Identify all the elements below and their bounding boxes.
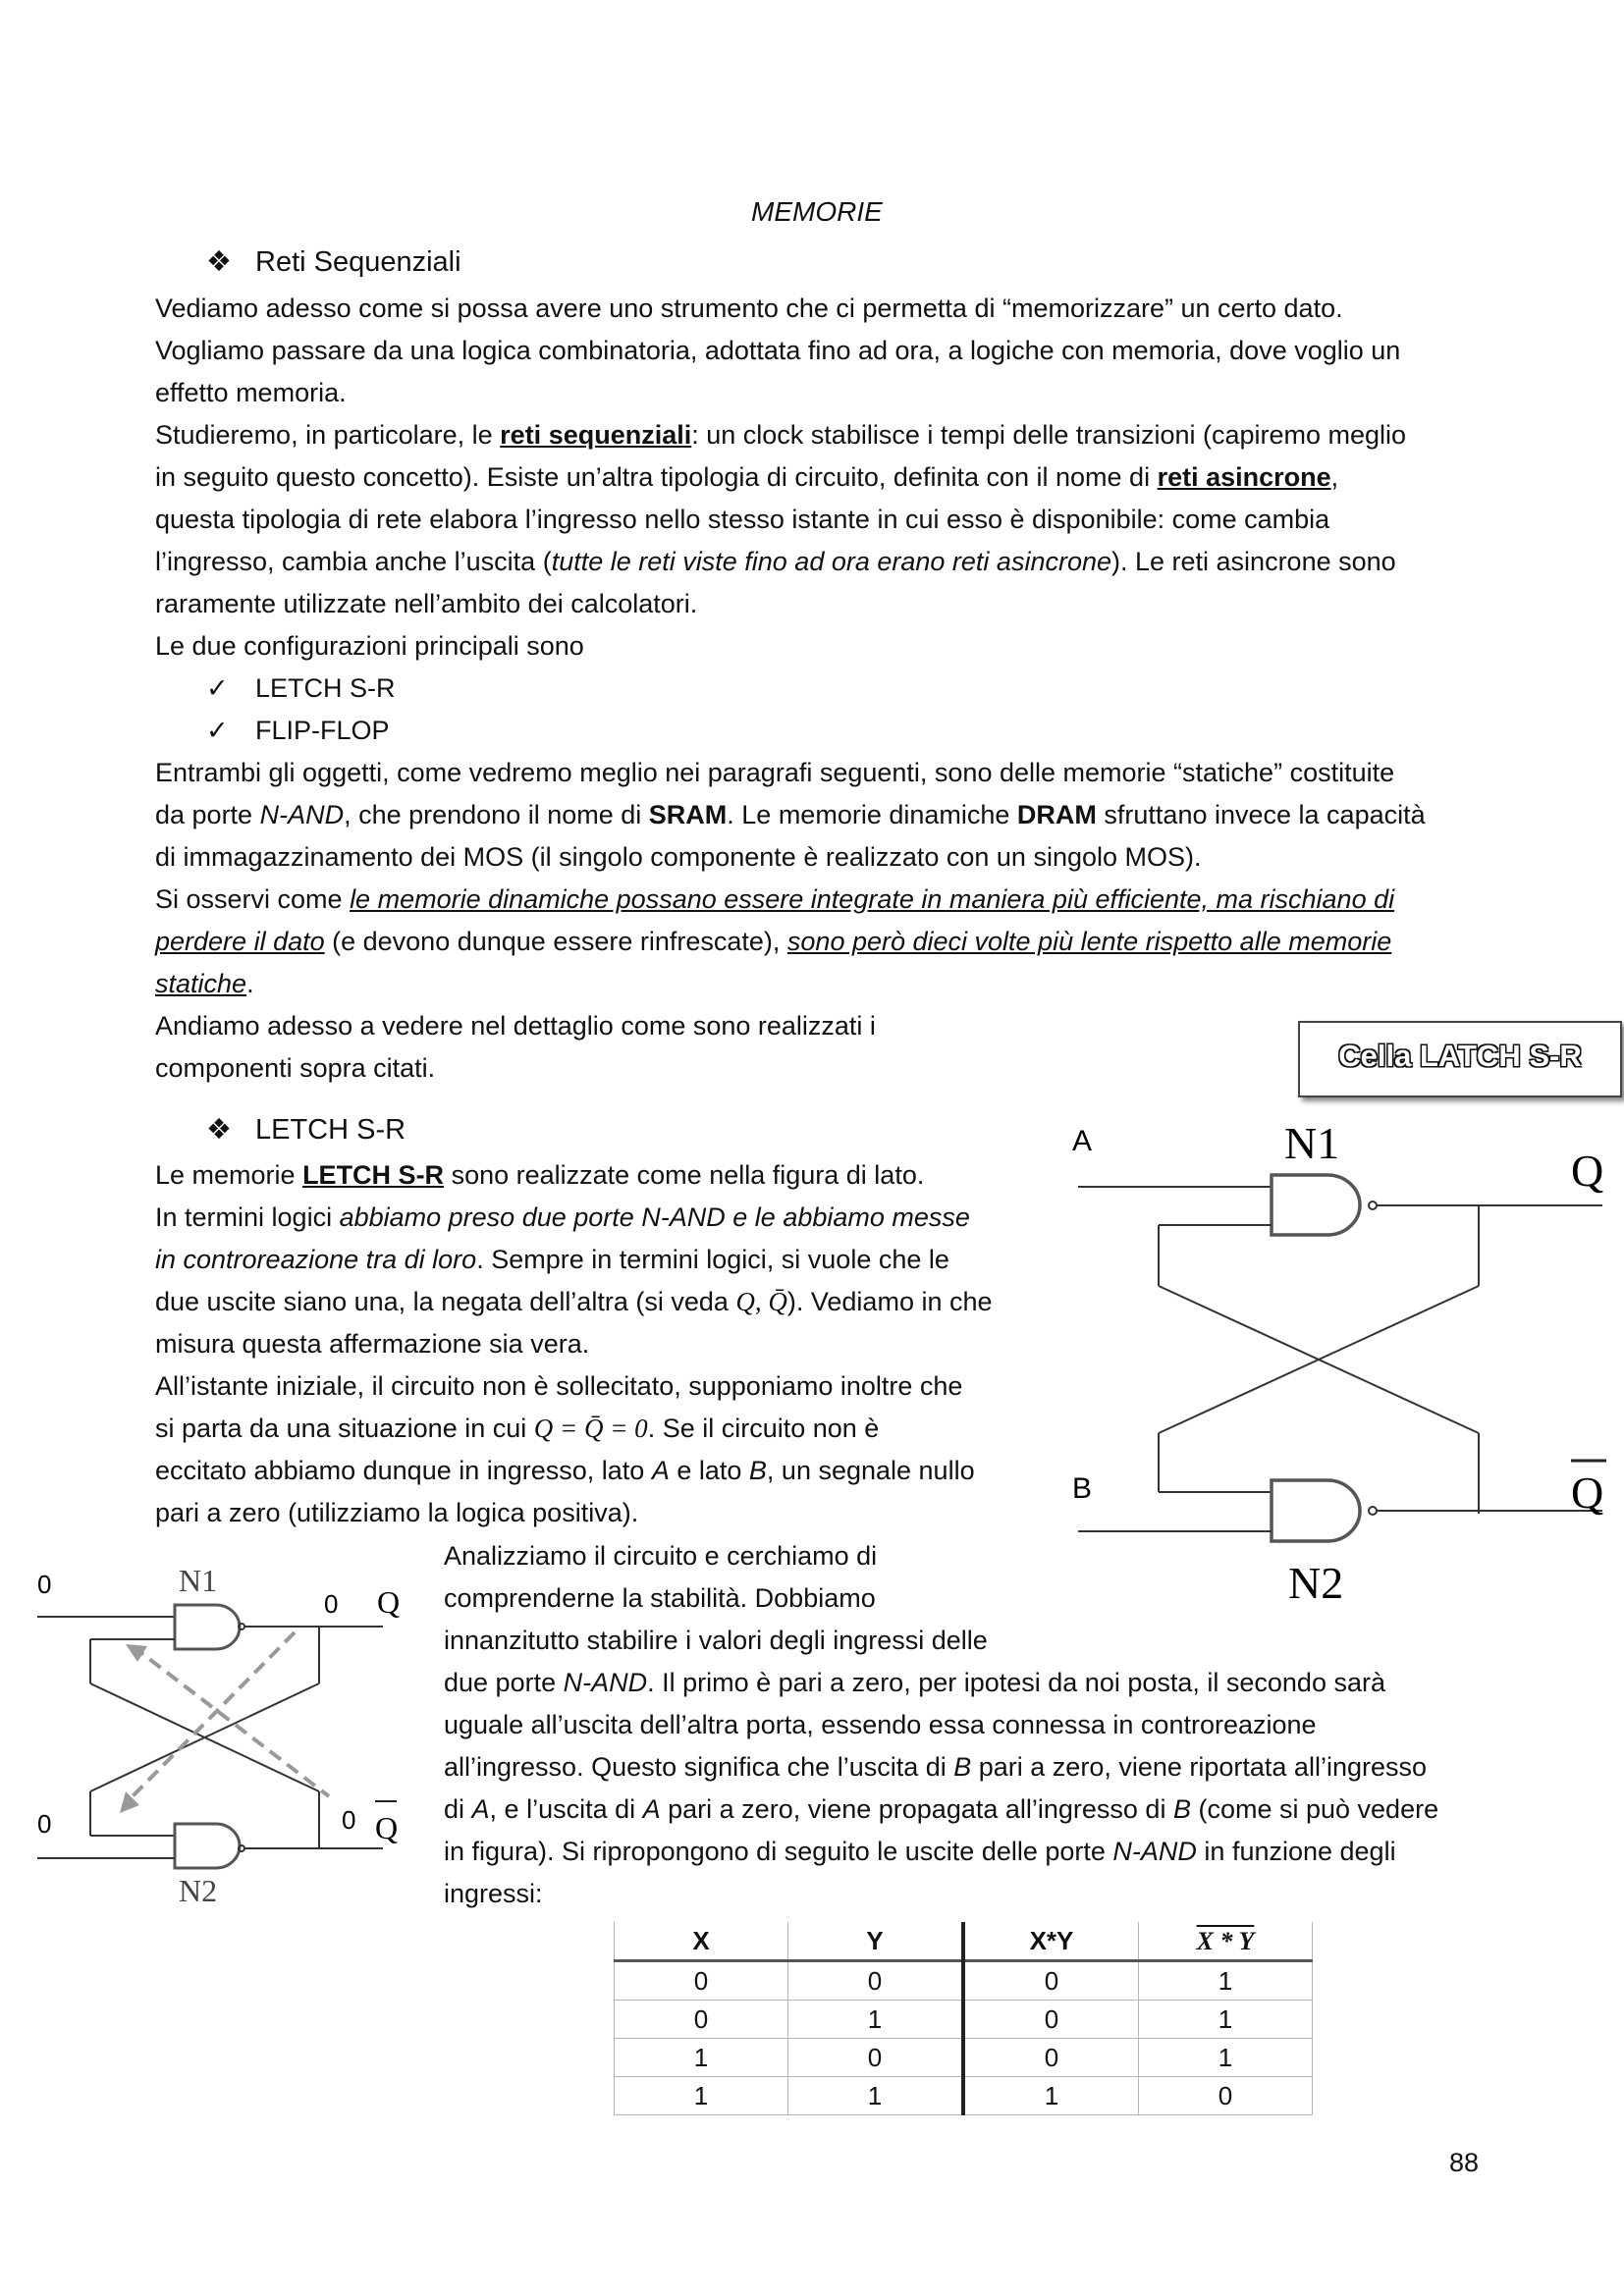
para3-line1: Entrambi gli oggetti, come vedremo meglio nei paragrafi seguenti, sono delle memorie “statiche” costituite	[155, 758, 1395, 787]
table-header: Y	[788, 1922, 964, 1961]
para4-line4: due uscite siano una, la negata dell’altra (si veda Q, Q̄). Vediamo in che	[155, 1287, 993, 1316]
output-q-label: Q	[1571, 1146, 1604, 1196]
para4-line1: Le memorie LETCH S-R sono realizzate come nella figura di lato.	[155, 1160, 925, 1190]
table-cell: 0	[615, 2001, 788, 2039]
para5-line4: due porte N-AND. Il primo è pari a zero, per ipotesi da noi posta, il secondo sarà	[444, 1668, 1385, 1697]
table-cell: 1	[615, 2039, 788, 2077]
para3-line4: Si osservi come le memorie dinamiche possano essere integrate in maniera più efficiente, ma rischiano di	[155, 884, 1395, 914]
output-qbar-label: Q	[375, 1810, 399, 1845]
output-qbar-label: Q	[1571, 1468, 1604, 1518]
page-number: 88	[1449, 2148, 1480, 2177]
para5-line6: all’ingresso. Questo significa che l’uscita di B pari a zero, viene riportata all’ingresso	[444, 1752, 1427, 1782]
section-heading-letch-sr: ❖ LETCH S-R	[206, 1109, 406, 1151]
figure-label-box	[1298, 1021, 1622, 1097]
para3-line3: di immagazzinamento dei MOS (il singolo componente è realizzato con un singolo MOS).	[155, 842, 1202, 872]
section-heading-reti-sequenziali: ❖ Reti Sequenziali	[206, 241, 461, 284]
para4-line5: misura questa affermazione sia vera.	[155, 1329, 590, 1359]
para5-line5: uguale all’uscita dell’altra porta, essendo essa connessa in controreazione	[444, 1710, 1317, 1739]
figure-label-text: Cella LATCH S-R	[1338, 1039, 1582, 1073]
input-b-label: B	[1072, 1472, 1093, 1505]
diamond-bullet-icon: ❖	[206, 246, 232, 278]
para5-line2: comprenderne la stabilità. Dobbiamo	[444, 1583, 876, 1613]
para4-line8: eccitato abbiamo dunque in ingresso, lato A e lato B, un segnale nullo	[155, 1456, 975, 1485]
table-cell: 1	[615, 2077, 788, 2115]
page-title: MEMORIE	[751, 196, 883, 227]
para2-line1: Studieremo, in particolare, le reti sequenziali: un clock stabilisce i tempi delle transizioni (capiremo meglio	[155, 420, 1407, 450]
gate-n1-label: N1	[179, 1563, 218, 1598]
table-row	[615, 2039, 1313, 2077]
table-cell: 0	[1139, 2077, 1313, 2115]
gate-n2-label: N2	[1288, 1558, 1344, 1608]
input-a-label: A	[1072, 1125, 1093, 1157]
table-header: X*Y	[963, 1922, 1139, 1961]
para1-line3: effetto memoria.	[155, 378, 347, 407]
q-value: 0	[324, 1589, 339, 1619]
input2-value: 0	[37, 1809, 52, 1839]
output-q-label: Q	[377, 1584, 401, 1620]
input1-value: 0	[37, 1570, 52, 1599]
table-cell: 1	[1139, 1961, 1313, 2001]
table-row	[615, 1961, 1313, 2001]
para5-line7: di A, e l’uscita di A pari a zero, viene propagata all’ingresso di B (come si può vedere	[444, 1794, 1439, 1824]
para2-line6: Le due configurazioni principali sono	[155, 631, 584, 661]
para3-line7: Andiamo adesso a vedere nel dettaglio come sono realizzati i	[155, 1011, 876, 1041]
table-cell: 0	[963, 2001, 1139, 2039]
table-cell: 1	[963, 2077, 1139, 2115]
latch-sr-circuit-diagram	[1060, 1109, 1620, 1620]
para1-line2: Vogliamo passare da una logica combinatoria, adottata fino ad ora, a logiche con memoria, dove voglio un	[155, 336, 1401, 365]
table-cell: 0	[963, 1961, 1139, 2001]
table-cell: 1	[1139, 2039, 1313, 2077]
para4-line7: si parta da una situazione in cui Q = Q̄ = 0. Se il circuito non è	[155, 1414, 880, 1443]
para1-line1: Vediamo adesso come si possa avere uno strumento che ci permetta di “memorizzare” un certo dato.	[155, 294, 1343, 323]
nand-truth-table	[614, 1922, 1313, 2115]
qbar-value: 0	[342, 1805, 356, 1835]
config-item-flipflop: ✓ FLIP-FLOP	[206, 710, 390, 752]
para2-line3: questa tipologia di rete elabora l’ingresso nello stesso istante in cui esso è disponibile: come cambia	[155, 505, 1330, 534]
table-cell: 0	[788, 2039, 964, 2077]
para4-line3: in controreazione tra di loro. Sempre in termini logici, si vuole che le	[155, 1245, 949, 1274]
para2-line4: l’ingresso, cambia anche l’uscita (tutte le reti viste fino ad ora erano reti asincrone). Le reti asincrone sono	[155, 547, 1396, 576]
para3-line6: statiche.	[155, 969, 254, 998]
table-cell: 0	[615, 1961, 788, 2001]
table-header: X * Y	[1139, 1922, 1313, 1961]
table-cell: 1	[1139, 2001, 1313, 2039]
table-cell: 1	[788, 2077, 964, 2115]
checkmark-icon: ✓	[206, 716, 229, 745]
table-row	[615, 2001, 1313, 2039]
latch-stability-diagram	[29, 1556, 412, 1909]
config-item-letch: ✓ LETCH S-R	[206, 667, 396, 710]
gate-n1-label: N1	[1284, 1118, 1340, 1168]
table-header: X	[615, 1922, 788, 1961]
table-cell: 0	[963, 2039, 1139, 2077]
table-header-row	[615, 1922, 1313, 1961]
gate-n2-label: N2	[179, 1873, 218, 1908]
para2-line2: in seguito questo concetto). Esiste un’altra tipologia di circuito, definita con il nome di reti asincrone,	[155, 462, 1339, 492]
para4-line2: In termini logici abbiamo preso due porte N-AND e le abbiamo messe	[155, 1202, 970, 1232]
para5-line1: Analizziamo il circuito e cerchiamo di	[444, 1541, 878, 1571]
para4-line6: All’istante iniziale, il circuito non è sollecitato, supponiamo inoltre che	[155, 1371, 963, 1401]
table-row	[615, 2077, 1313, 2115]
para5-line9: ingressi:	[444, 1879, 543, 1908]
para4-line9: pari a zero (utilizziamo la logica positiva).	[155, 1498, 639, 1527]
para3-line5: perdere il dato (e devono dunque essere rinfrescate), sono però dieci volte più lente rispetto alle memorie	[155, 927, 1392, 956]
para5-line8: in figura). Si ripropongono di seguito le uscite delle porte N-AND in funzione degli	[444, 1837, 1396, 1866]
para2-line5: raramente utilizzate nell’ambito dei calcolatori.	[155, 589, 698, 618]
checkmark-icon: ✓	[206, 673, 229, 703]
para3-line8: componenti sopra citati.	[155, 1053, 436, 1083]
para5-line3: innanzitutto stabilire i valori degli ingressi delle	[444, 1626, 988, 1655]
diamond-bullet-icon: ❖	[206, 1114, 232, 1146]
table-cell: 1	[788, 2001, 964, 2039]
table-cell: 0	[788, 1961, 964, 2001]
para3-line2: da porte N-AND, che prendono il nome di SRAM. Le memorie dinamiche DRAM sfruttano invece la capacità	[155, 800, 1426, 829]
